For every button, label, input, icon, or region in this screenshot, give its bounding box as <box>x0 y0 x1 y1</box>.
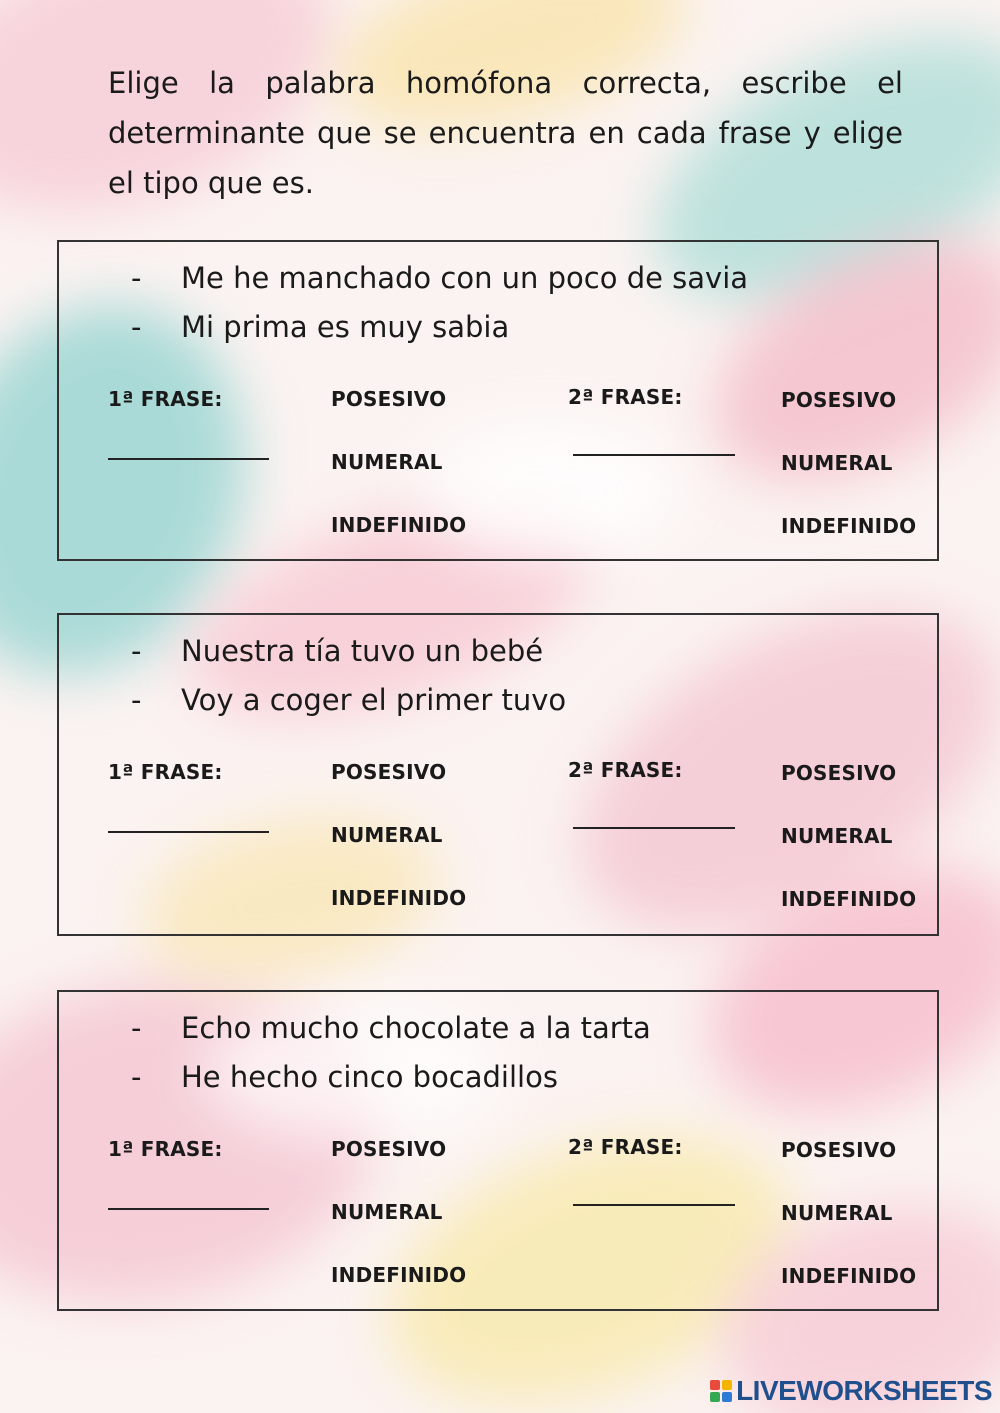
logo-grid-icon <box>710 1380 732 1402</box>
option-numeral-2[interactable]: NUMERAL <box>781 824 893 848</box>
exercise-box-1 <box>57 240 939 561</box>
option-indefinido-2[interactable]: INDEFINIDO <box>781 514 917 538</box>
answer-blank-2[interactable] <box>573 1204 735 1206</box>
option-posesivo-2[interactable]: POSESIVO <box>781 1138 897 1162</box>
sentence-2 <box>131 1053 651 1102</box>
option-posesivo-1[interactable]: POSESIVO <box>331 760 447 784</box>
option-numeral-1[interactable]: NUMERAL <box>331 1200 443 1224</box>
frase-2-label: 2ª FRASE: <box>568 758 683 782</box>
sentence-text: Mi prima es muy sabia <box>181 310 510 344</box>
sentence-list <box>131 254 748 352</box>
liveworksheets-logo <box>710 1375 992 1407</box>
bullet-dash: - <box>131 261 142 295</box>
bullet-dash: - <box>131 1011 142 1045</box>
option-indefinido-2[interactable]: INDEFINIDO <box>781 887 917 911</box>
answer-blank-1[interactable] <box>108 831 269 833</box>
bullet-dash: - <box>131 683 142 717</box>
sentence-1 <box>131 627 566 676</box>
bullet-dash: - <box>131 1060 142 1094</box>
option-numeral-1[interactable]: NUMERAL <box>331 823 443 847</box>
option-indefinido-1[interactable]: INDEFINIDO <box>331 1263 467 1287</box>
sentence-text: Echo mucho chocolate a la tarta <box>181 1011 651 1045</box>
sentence-1 <box>131 1004 651 1053</box>
sentence-text: Nuestra tía tuvo un bebé <box>181 634 544 668</box>
sentence-text: Me he manchado con un poco de savia <box>181 261 749 295</box>
option-indefinido-1[interactable]: INDEFINIDO <box>331 513 467 537</box>
option-posesivo-2[interactable]: POSESIVO <box>781 761 897 785</box>
brand-text: LIVEWORKSHEETS <box>736 1375 992 1406</box>
option-numeral-2[interactable]: NUMERAL <box>781 451 893 475</box>
sentence-list <box>131 1004 651 1102</box>
sentence-2 <box>131 676 566 725</box>
option-numeral-2[interactable]: NUMERAL <box>781 1201 893 1225</box>
exercise-box-2 <box>57 613 939 936</box>
sentence-text: He hecho cinco bocadillos <box>181 1060 558 1094</box>
sentence-list <box>131 627 566 725</box>
option-indefinido-2[interactable]: INDEFINIDO <box>781 1264 917 1288</box>
sentence-2 <box>131 303 748 352</box>
bullet-dash: - <box>131 310 142 344</box>
exercise-box-3 <box>57 990 939 1311</box>
sentence-1 <box>131 254 748 303</box>
option-posesivo-1[interactable]: POSESIVO <box>331 1137 447 1161</box>
answer-blank-1[interactable] <box>108 1208 269 1210</box>
frase-2-label: 2ª FRASE: <box>568 385 683 409</box>
answer-blank-2[interactable] <box>573 827 735 829</box>
option-posesivo-2[interactable]: POSESIVO <box>781 388 897 412</box>
option-indefinido-1[interactable]: INDEFINIDO <box>331 886 467 910</box>
answer-blank-2[interactable] <box>573 454 735 456</box>
option-numeral-1[interactable]: NUMERAL <box>331 450 443 474</box>
frase-1-label: 1ª FRASE: <box>108 1137 223 1161</box>
frase-1-label: 1ª FRASE: <box>108 387 223 411</box>
sentence-text: Voy a coger el primer tuvo <box>181 683 567 717</box>
frase-2-label: 2ª FRASE: <box>568 1135 683 1159</box>
bullet-dash: - <box>131 634 142 668</box>
answer-blank-1[interactable] <box>108 458 269 460</box>
option-posesivo-1[interactable]: POSESIVO <box>331 387 447 411</box>
frase-1-label: 1ª FRASE: <box>108 760 223 784</box>
instructions-text: Elige la palabra homófona correcta, escribe el determinante que se encuentra en cada frase y elige el tipo que es. <box>108 66 903 200</box>
